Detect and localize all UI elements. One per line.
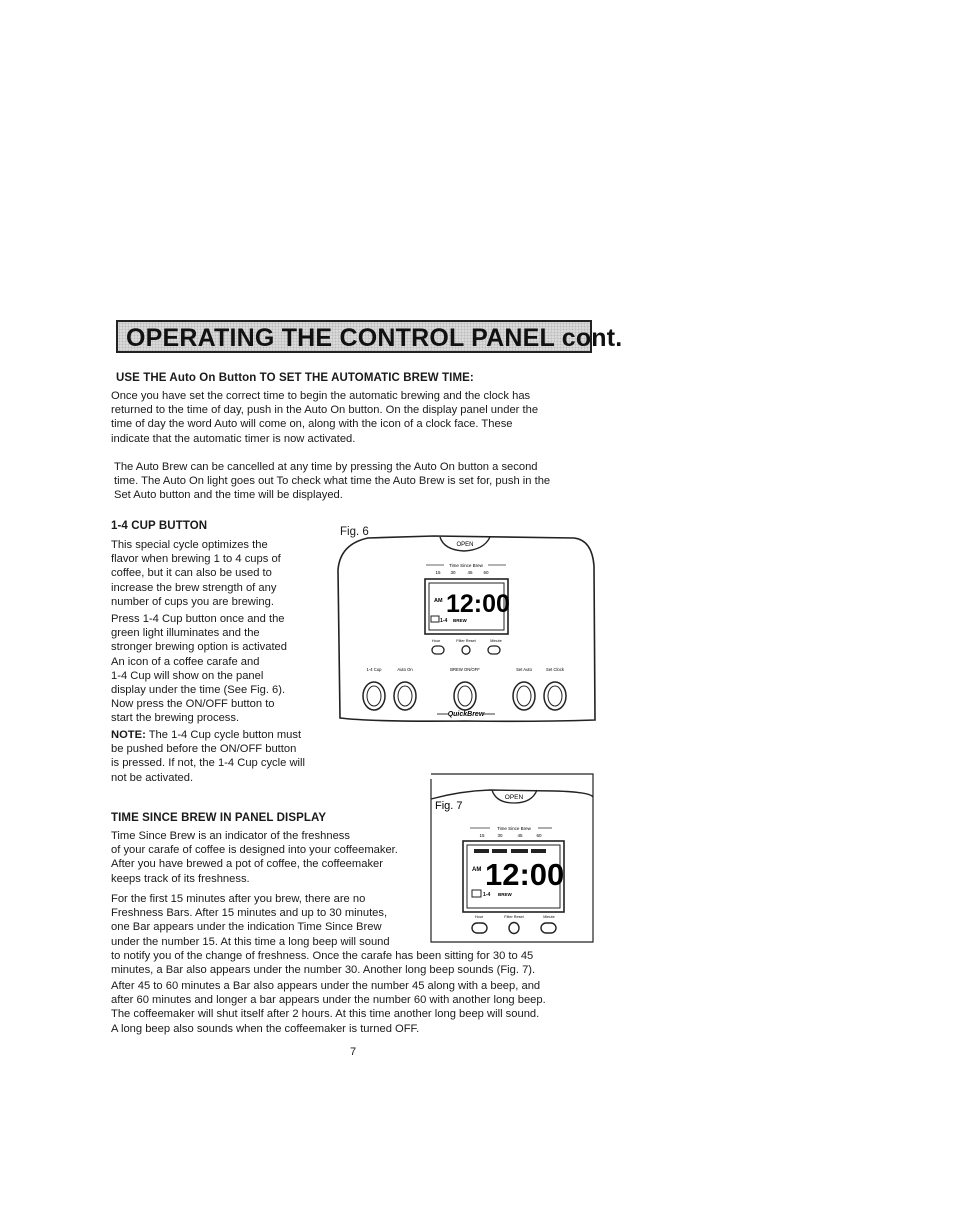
- fig7-freshness-bar: [492, 849, 507, 853]
- cup-paragraph-2: [111, 612, 326, 726]
- fig6-small-button-label: Minute: [490, 639, 502, 643]
- text-line: [111, 728, 336, 742]
- fig6-auto-on-button-inner: [398, 686, 412, 706]
- time-paragraph-1: [111, 829, 429, 886]
- text-line: one Bar appears under the indication Time Since Brew: [111, 921, 382, 934]
- fig7-small-button-label: Filter Reset: [504, 915, 524, 919]
- fig6-hour-button: [432, 646, 444, 654]
- fig7-small-button-label: Minute: [543, 915, 555, 919]
- fig6-button-label: Auto On: [397, 667, 413, 672]
- text-line: Time Since Brew is an indicator of the freshness: [111, 830, 350, 842]
- fig7-freshness-bar: [474, 849, 489, 853]
- fig7-small-button-label: Hour: [474, 915, 484, 919]
- fig7-label: Fig. 7: [435, 800, 463, 812]
- note-text: The 1-4 Cup cycle button must: [145, 729, 302, 741]
- banner-title: OPERATING THE CONTROL PANEL cont.: [126, 324, 623, 352]
- fig6-scale-number: 60: [483, 570, 489, 575]
- text-line: returned to the time of day, push in the Auto On button. On the display panel under the: [111, 404, 539, 417]
- text-line: after 60 minutes and longer a bar appears under the number 60 with another long beep.: [111, 994, 546, 1007]
- fig7-scale-number: 30: [497, 833, 503, 838]
- fig6-brand-logo: QuickBrew: [447, 711, 485, 718]
- fig7-hour-button: [472, 923, 487, 933]
- text-line: The Auto Brew can be cancelled at any time by pressing the Auto On button a second: [114, 461, 538, 473]
- auto-on-paragraph-1: [111, 389, 591, 446]
- fig7-am-indicator: AM: [472, 867, 482, 873]
- auto-on-heading: USE THE Auto On Button TO SET THE AUTOMATIC BREW TIME:: [116, 372, 474, 384]
- section-banner: [116, 320, 623, 353]
- text-line: 1-4 Cup will show on the panel: [111, 669, 264, 682]
- fig7-freshness-bars: [474, 849, 546, 853]
- text-line: flavor when brewing 1 to 4 cups of: [111, 553, 281, 566]
- fig6-on-off-button-inner: [458, 686, 472, 706]
- page-number: 7: [350, 1046, 357, 1058]
- fig6-carafe-icon: [431, 616, 439, 622]
- fig7-clock-time: 12:00: [485, 857, 565, 892]
- fig7-cup-text: 1-4: [483, 892, 491, 898]
- text-line: Set Auto button and the time will be displayed.: [114, 489, 343, 502]
- fig7-freshness-bar: [531, 849, 546, 853]
- time-paragraph-3: [111, 979, 591, 1036]
- text-line: A long beep also sounds when the coffeemaker is turned OFF.: [111, 1022, 420, 1035]
- cup-note: [111, 728, 336, 785]
- fig6-open-label: OPEN: [456, 542, 474, 548]
- text-line: keeps track of its freshness.: [111, 872, 250, 885]
- auto-on-paragraph-2: [114, 460, 594, 503]
- fig6-am-indicator: AM: [434, 598, 443, 604]
- fig7-scale-number: 45: [517, 833, 523, 838]
- fig6-scale-title: Time Since Brew: [449, 563, 483, 568]
- fig6-cup-text: 1-4: [440, 618, 448, 624]
- note-label: NOTE:: [111, 729, 146, 741]
- text-line: After you have brewed a pot of coffee, the coffeemaker: [111, 858, 383, 871]
- fig6-label: Fig. 6: [340, 526, 369, 538]
- fig7-display-illustration: [430, 773, 594, 943]
- fig7-open-label: OPEN: [504, 794, 524, 801]
- text-line: time. The Auto On light goes out To check what time the Auto Brew is set for, push in the: [114, 475, 551, 488]
- text-line: green light illuminates and the: [111, 627, 260, 640]
- fig6-small-button-label: Hour: [431, 639, 441, 643]
- text-line: time of day the word Auto will come on, along with the icon of a clock face. These: [111, 418, 513, 431]
- fig7-scale-number: 15: [479, 833, 485, 838]
- text-line: under the number 15. At this time a long beep will sound: [111, 935, 390, 948]
- fig6-button-label: BREW ON/OFF: [450, 667, 480, 672]
- text-line: This special cycle optimizes the: [111, 539, 268, 551]
- text-line: increase the brew strength of any: [111, 581, 277, 594]
- text-line: display under the time (See Fig. 6).: [111, 684, 286, 697]
- fig6-clock-time: 12:00: [446, 590, 510, 618]
- fig6-button-label: Set Clock: [546, 667, 564, 672]
- text-line: stronger brewing option is activated: [111, 641, 287, 654]
- text-line: Press 1-4 Cup button once and the: [111, 613, 285, 625]
- fig6-buttons: [363, 682, 566, 710]
- fig6-brew-text: BREW: [453, 618, 467, 623]
- fig7-minute-button: [541, 923, 556, 933]
- fig7-freshness-bar: [511, 849, 528, 853]
- fig6-button-label: 1-4 Cup: [366, 667, 382, 672]
- fig6-control-panel-illustration: [334, 528, 596, 726]
- text-line: An icon of a coffee carafe and: [111, 655, 260, 668]
- fig6-scale-number: 45: [467, 570, 473, 575]
- text-line: minutes, a Bar also appears under the number 30. Another long beep sounds (Fig. 7).: [111, 964, 536, 977]
- text-line: be pushed before the ON/OFF button: [111, 743, 297, 756]
- text-line: number of cups you are brewing.: [111, 595, 274, 608]
- text-line: After 45 to 60 minutes a Bar also appears under the number 45 along with a beep, and: [111, 980, 541, 992]
- fig7-carafe-icon: [472, 890, 481, 897]
- text-line: not be activated.: [111, 771, 194, 784]
- fig6-minute-button: [488, 646, 500, 654]
- text-line: For the first 15 minutes after you brew, there are no: [111, 893, 366, 905]
- text-line: of your carafe of coffee is designed into your coffeemaker.: [111, 844, 398, 857]
- text-line: coffee, but it can also be used to: [111, 567, 272, 580]
- fig6-scale-number: 30: [450, 570, 456, 575]
- fig6-cup-button-inner: [367, 686, 381, 706]
- fig7-scale-title: Time Since Brew: [497, 826, 531, 831]
- fig6-set-clock-button-inner: [548, 686, 562, 706]
- cup-paragraph-1: [111, 538, 321, 609]
- fig6-small-button-label: Filter Reset: [456, 639, 476, 643]
- text-line: to notify you of the change of freshness. Once the carafe has been sitting for 30 to 45: [111, 949, 534, 962]
- fig6-set-auto-button-inner: [517, 686, 531, 706]
- time-since-brew-heading: TIME SINCE BREW IN PANEL DISPLAY: [111, 812, 327, 824]
- fig7-scale-number: 60: [536, 833, 542, 838]
- fig6-scale-number: 15: [435, 570, 441, 575]
- text-line: start the brewing process.: [111, 712, 240, 725]
- fig6-button-label: Set Auto: [516, 667, 532, 672]
- text-line: is pressed. If not, the 1-4 Cup cycle will: [111, 757, 306, 770]
- fig7-filter-reset-button: [509, 923, 519, 934]
- text-line: Now press the ON/OFF button to: [111, 698, 275, 711]
- text-line: Freshness Bars. After 15 minutes and up to 30 minutes,: [111, 907, 388, 920]
- text-line: Once you have set the correct time to begin the automatic brewing and the clock has: [111, 390, 531, 402]
- fig6-filter-reset-button: [462, 646, 470, 654]
- text-line: indicate that the automatic timer is now activated.: [111, 432, 356, 445]
- cup-button-heading: 1-4 CUP BUTTON: [111, 520, 208, 532]
- fig7-brew-text: BREW: [498, 892, 512, 897]
- text-line: The coffeemaker will shut itself after 2 hours. At this time another long beep will sound.: [111, 1008, 540, 1021]
